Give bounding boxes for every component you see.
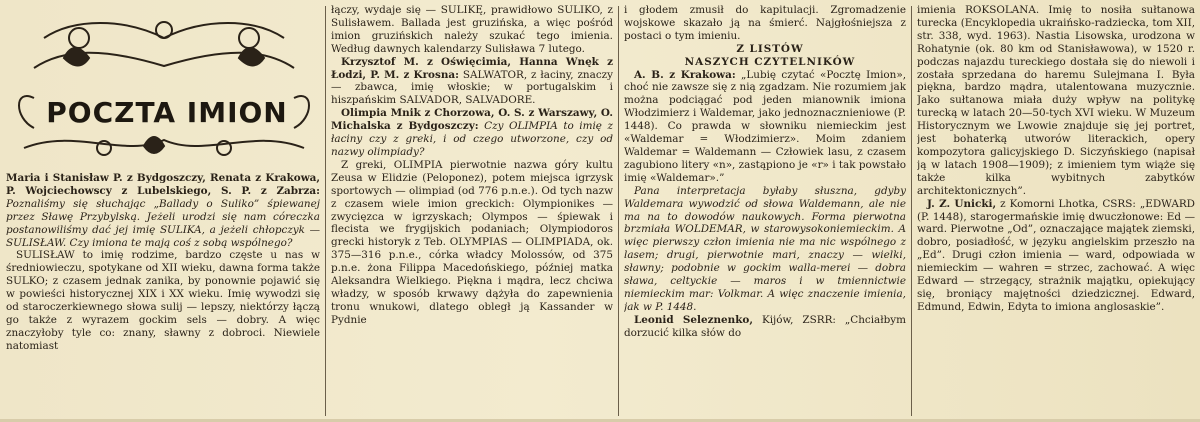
letter-2 <box>331 56 613 108</box>
letter-question: Czy OLIMPIA to imię z łaciny czy z greki, i od czego utworzone, czy od nazwy olimpiady? <box>331 120 613 158</box>
column-1 <box>6 172 320 418</box>
column-divider <box>618 6 619 416</box>
section-header: Z LISTÓW <box>736 42 804 55</box>
column-3 <box>624 4 906 418</box>
page-title: POCZTA IMION <box>46 96 288 129</box>
letter-text: Kijów, ZSRR: „Chciałbym dorzucić kilka słów do <box>624 313 906 339</box>
letter-text: z Komorni Lhotka, CSRS: „EDWARD (P. 1448), starogermańskie imię dwuczłonowe: Ed — ward. Pierwotne „Od”, oznaczające majątek ziemski, dobro, posiadłość, w języku angielskim przeszło na „Ed”. Drugi człon imienia — ward, odpowiada w niemieckim — wahren = strzec, zachować. A więc Edward — strzegący, strażnik majątku, opiekujący się, broniący majętności dziedzicznej. Edward, Edmund, Edwin, Edyta to imiona anglosaskie”. <box>917 197 1195 313</box>
reader-letter <box>917 198 1195 314</box>
column-4 <box>917 4 1195 418</box>
column-divider <box>911 6 912 416</box>
letter-authors: Krzysztof M. z Oświęcimia, Hanna Wnęk z Łodzi, P. M. z Krosna: <box>331 55 613 81</box>
letter-1 <box>6 172 320 249</box>
letter-authors: Olimpia Mnik z Chorzowa, O. S. z Warszawy, O. Michalska z Bydgoszczy: <box>331 107 613 133</box>
letter-authors: Maria i Stanisław P. z Bydgoszczy, Renata z Krakowa, P. Wojciechowscy z Lubelskiego, S. P. z Zabrza: <box>6 172 320 197</box>
reader-letter <box>624 69 906 185</box>
letter-authors: J. Z. Unicki, <box>927 197 997 210</box>
letter-question: Poznaliśmy się słuchając „Ballady o Suliko” śpiewanej przez Sławę Przybylską. Jeżeli urodzi się nam córeczka postanowiliśmy dać jej imię SULIKA, a jeżeli chłopczyk — SULISŁAW. Czy imiona te mają coś z sobą wspólnego? <box>6 197 320 249</box>
letter-3 <box>331 107 613 159</box>
column-2 <box>331 4 613 418</box>
letter-authors: Leonid Seleznenko, <box>634 313 753 326</box>
letter-text: „Lubię czytać «Pocztę Imion», choć nie zawsze się z nią zgadzam. Nie rozumiem jak można podciągać pod jeden mianownik imiona Włodzimierz i Waldemar, jako jednoznacznieniowe (P. 1448). Co prawda w słowniku niemieckim jest «Waldemar = Włodzimierz». Moim zdaniem Waldemar = Waldemann — Człowiek lasu, z czasem zagubiono litery «n», zastąpiono je «r» i tak powstało imię «Waldemar».” <box>624 68 906 184</box>
letter-continuation: imienia ROKSOLANA. Imię to nosiła sułtanowa turecka (Encyklopedia ukraińsko-radziecka, tom XII, str. 338, wyd. 1963). Nastia Lisowska, urodzona w Rohatynie (ok. 80 km od Stanisławowa), w 1520 r. podczas najazdu tureckiego dostała się do niewoli i została sprzedana do haremu Sulejmana I. Była piękna, bardzo mądra, utalentowana muzycznie. Jako sułtanowa miała duży wpływ na politykę turecką w latach 20—50-tych XVI wieku. W Muzeum Historycznym we Lwowie znajduje się jej portret, jest bohaterką utworów literackich, opery kompozytora galicyjskiego D. Siczyńskiego (napisał ją w latach 1908—1909); z imieniem tym wiąże się także kilka wybitnych zabytków architektonicznych”. <box>917 4 1195 197</box>
answer-continuation: i głodem zmusił do kapitulacji. Zgromadzenie wojskowe skazało ją na śmierć. Najgłośniejsza z postaci o tym imieniu. <box>624 4 906 42</box>
answer-paragraph: SULISŁAW to imię rodzime, bardzo częste u nas w średniowieczu, spotykane od XII wieku, dawna forma także SULKO; z czasem jednak zanika, by ponownie pojawić się w powieści historycznej XIX i XX wieku. Imię wywodzi się od staroczerkiewnego słowa sulij — lepszy, niektórzy łączą go także z wyrazem gockim sels — dobry. A więc znaczyłoby tyle co: znany, sławny z dobroci. Niewiele natomiast <box>6 249 320 352</box>
section-header: NASZYCH CZYTELNIKÓW <box>684 55 856 68</box>
answer-continuation: łączy, wydaje się — SULIKĘ, prawidłowo SULIKO, z Sulisławem. Ballada jest gruzińska, a więc pośród imion gruzińskich należy szukać tego imienia. Według dawnych kalendarzy Sulisława 7 lutego. <box>331 4 613 55</box>
answer-text: SALWATOR, z łaciny, znaczy — zbawca, imię włoskie; w portugalskim i hiszpańskim SALVADOR, SALVADORE. <box>331 68 613 107</box>
answer-paragraph: Z greki, OLIMPIA pierwotnie nazwa góry kultu Zeusa w Elidzie (Peloponez), potem miejsca igrzysk sportowych — olimpiad (od 776 p.n.e.). Od tych nazw z czasem wiele imion greckich: Olympionikes — zwycięzca w igrzyskach; Olympos — śpiewak i flecista we frygijskich podaniach; Olympiodoros grecki historyk z Teb. OLYMPIAS — OLIMPIADA, ok. 375—316 p.n.e., córka władcy Molossów, od 375 p.n.e. żona Filippa Macedońskiego, później matka Aleksandra Wielkiego. Piękna i mądra, lecz chciwa władzy, w sposób krwawy dążyła do zapewnienia tronu wnukowi, dlatego obległ ją Kassander w Pydnie <box>331 158 613 326</box>
column-masthead <box>4 8 322 168</box>
editor-reply: Pana interpretacja byłaby słuszna, gdyby Waldemara wywodzić od słowa Waldemann, ale nie ma na to dowodów naukowych. Forma pierwotna brzmiała WOLDEMAR, w starowysokoniemieckim. A więc pierwszy człon imienia nie ma nic wspólnego z lasem; drugi, pierwotnie mari, znaczy — wielki, sławny; podobnie w gockim walla-merei — dobra sława, celtyckie — maros i w tmiennictwie niemieckim mar: Volkmar. A więc znaczenie imienia, jak w P. 1448. <box>624 184 906 313</box>
column-divider <box>325 6 326 416</box>
floral-ornament-icon <box>4 8 322 168</box>
reader-letter <box>624 314 906 340</box>
letter-authors: A. B. z Krakowa: <box>634 68 736 81</box>
